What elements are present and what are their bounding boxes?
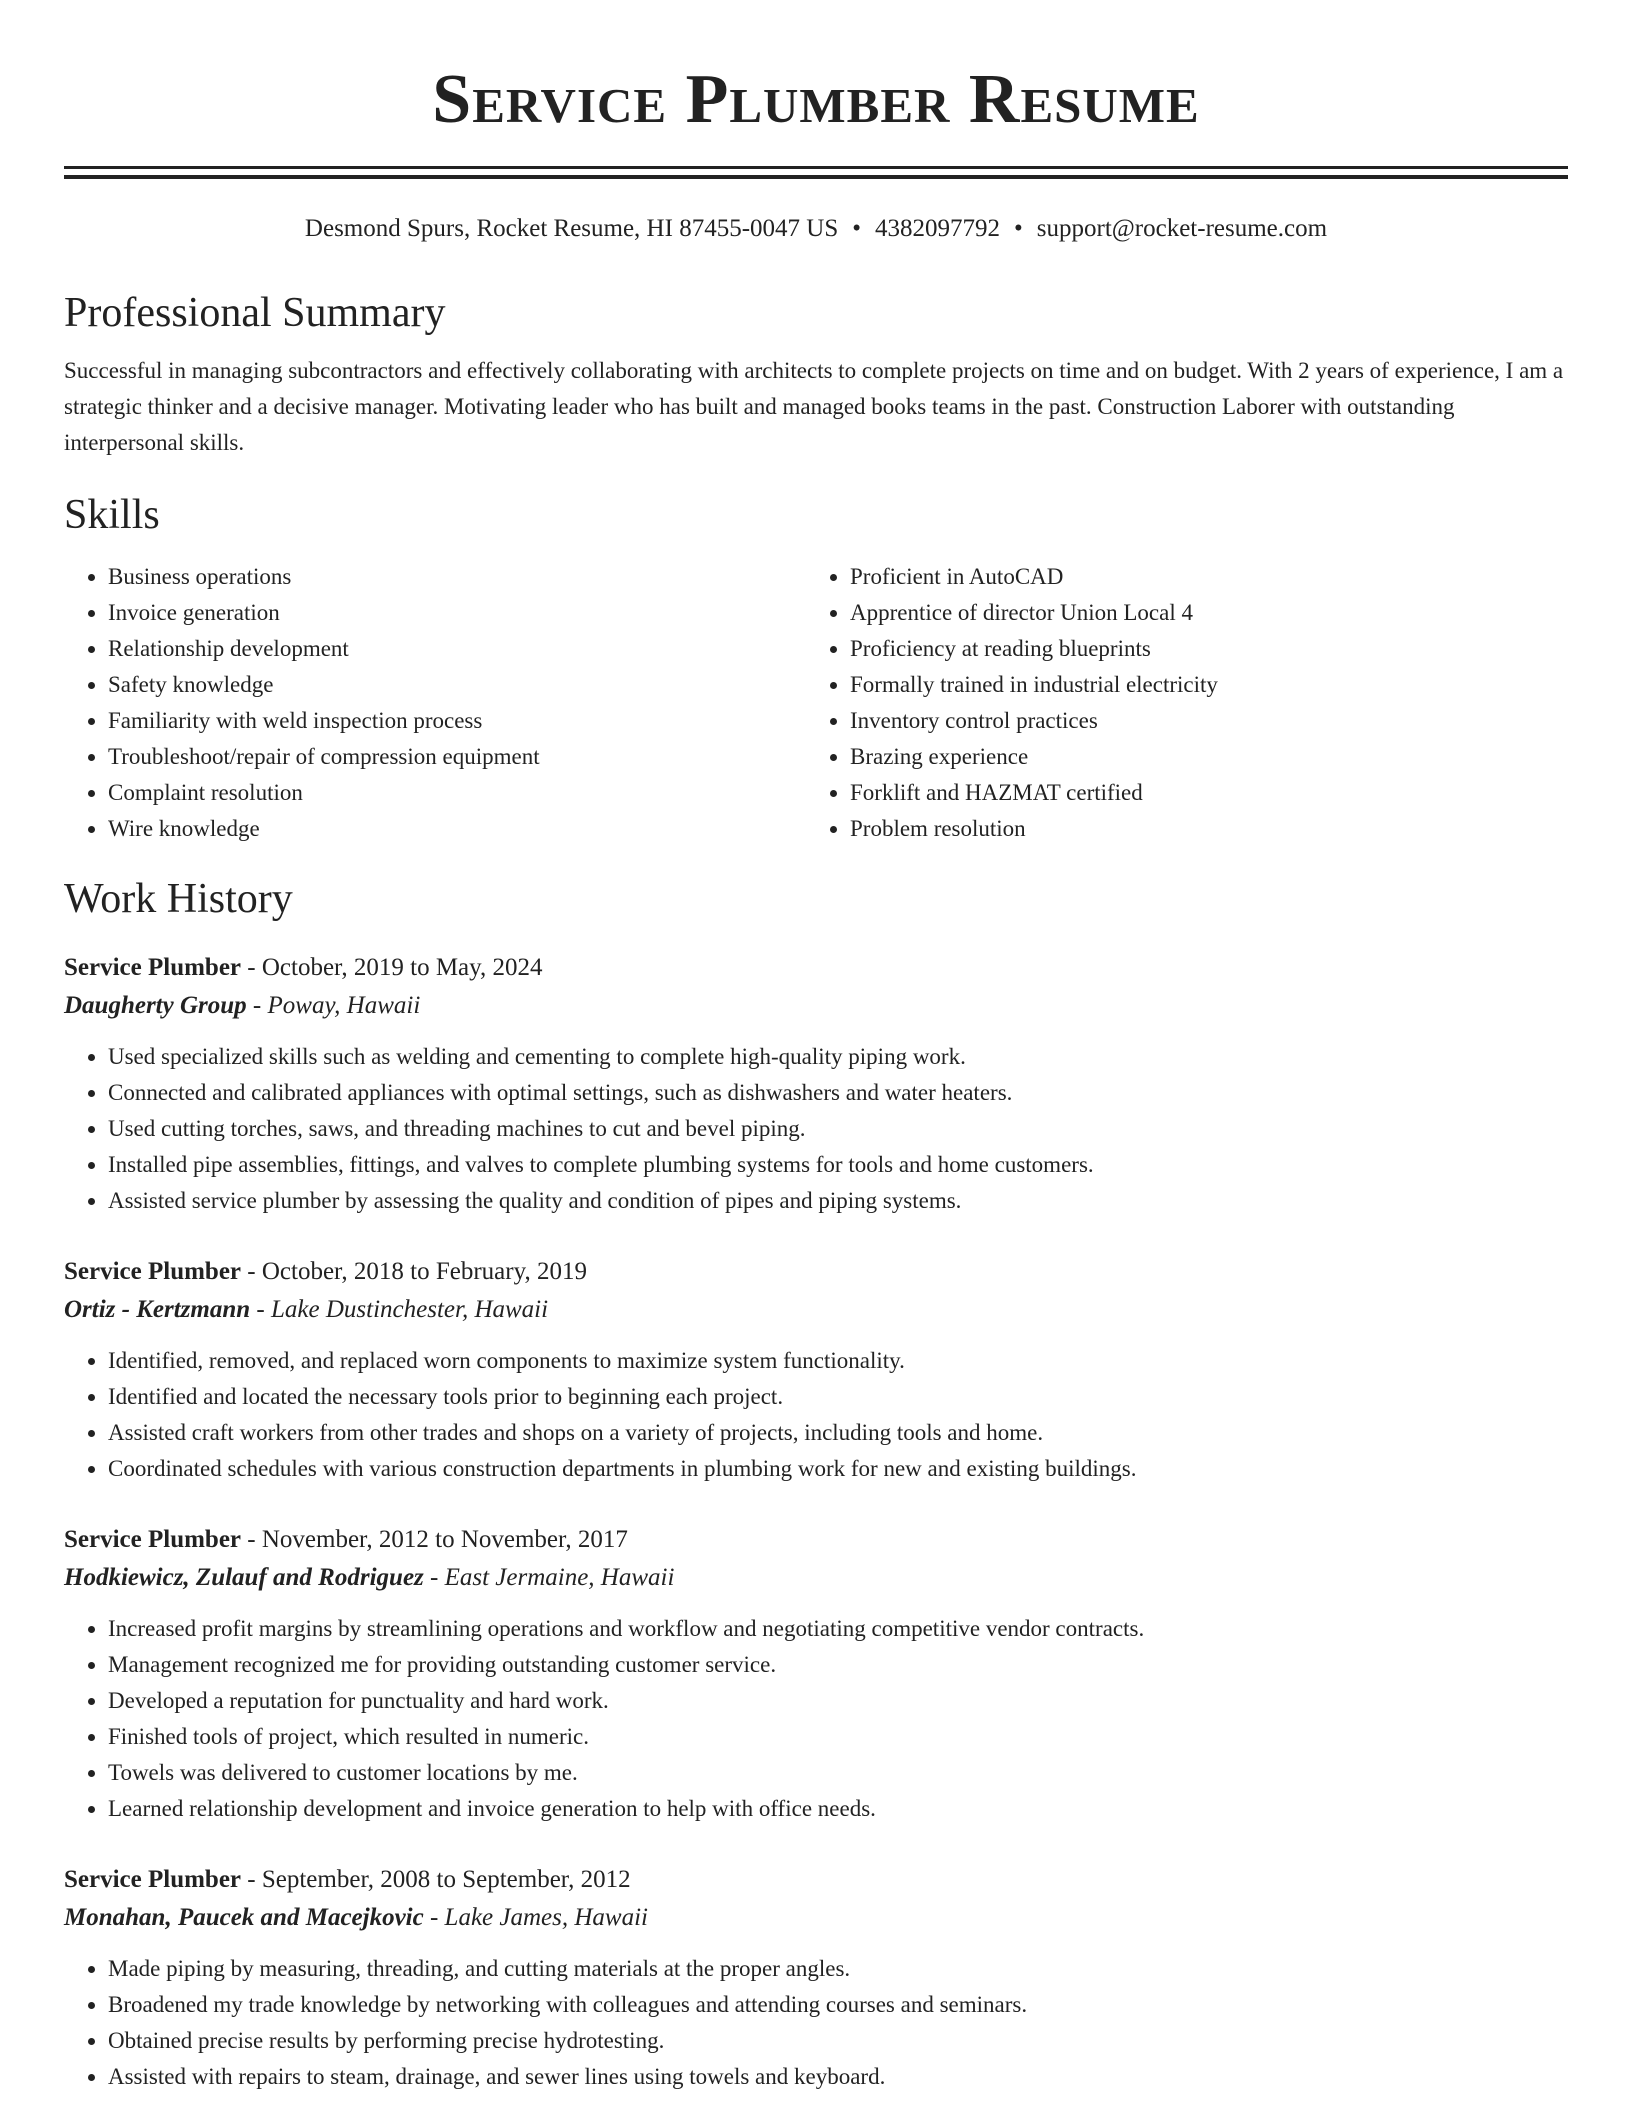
- contact-email: support@rocket-resume.com: [1036, 215, 1328, 242]
- skill-item: • Complaint resolution: [108, 775, 806, 811]
- skill-item: • Wire knowledge: [108, 811, 806, 847]
- summary-text: Successful in managing subcontractors and effectively collaborating with architects to complete projects on time and on budget. With 2 years of experience, I am a strategic thinker and a decisive manager. Motivating leader who has built and managed books teams in the past. Construction Laborer with outstanding interpersonal skills.: [64, 358, 1564, 455]
- skills-list-left: [64, 559, 806, 847]
- job-title-line: [64, 1521, 1568, 1559]
- job-title: Service Plumber: [64, 1526, 242, 1553]
- summary-heading: Professional Summary: [64, 290, 446, 336]
- job-duty: • Learned relationship development and invoice generation to help with office needs.: [108, 1791, 1568, 1827]
- job-title-line: [64, 949, 1568, 987]
- job-duties-list: [64, 1343, 1568, 1487]
- job-duty: • Installed pipe assemblies, fittings, and valves to complete plumbing systems for tools and home customers.: [108, 1147, 1568, 1183]
- skill-item: • Formally trained in industrial electricity: [850, 667, 1548, 703]
- job-duty: • Identified and located the necessary tools prior to beginning each project.: [108, 1379, 1568, 1415]
- job-duty: • Management recognized me for providing outstanding customer service.: [108, 1647, 1568, 1683]
- company-location: - East Jermaine, Hawaii: [423, 1564, 675, 1591]
- job-duty: • Developed a reputation for punctuality and hard work.: [108, 1683, 1568, 1719]
- skill-item: • Proficiency at reading blueprints: [850, 631, 1548, 667]
- job-duties-list: [64, 1951, 1568, 2095]
- company-name: Monahan, Paucek and Macejkovic: [64, 1904, 424, 1931]
- job-dates: - October, 2018 to February, 2019: [241, 1258, 587, 1285]
- job-title-line: [64, 1253, 1568, 1291]
- job-duty: • Connected and calibrated appliances with optimal settings, such as dishwashers and water heaters.: [108, 1075, 1568, 1111]
- skill-item: • Invoice generation: [108, 595, 806, 631]
- job-dates: - November, 2012 to November, 2017: [241, 1526, 628, 1553]
- title-divider-top: [64, 166, 1568, 169]
- contact-line: [64, 213, 1568, 245]
- job-duty: • Assisted with repairs to steam, drainage, and sewer lines using towels and keyboard.: [108, 2059, 1568, 2095]
- skill-item: • Apprentice of director Union Local 4: [850, 595, 1548, 631]
- job-duty: • Increased profit margins by streamlining operations and workflow and negotiating competitive vendor contracts.: [108, 1611, 1568, 1647]
- contact-phone: 4382097792: [875, 215, 1000, 242]
- contact-address: Desmond Spurs, Rocket Resume, HI 87455-0047 US: [304, 215, 839, 242]
- job-duties-list: [64, 1611, 1568, 1827]
- job-duties-list: [64, 1039, 1568, 1219]
- skill-item: • Forklift and HAZMAT certified: [850, 775, 1548, 811]
- job-duty: • Broadened my trade knowledge by networking with colleagues and attending courses and seminars.: [108, 1987, 1568, 2023]
- company-name: Ortiz - Kertzmann: [64, 1296, 251, 1323]
- page-title: Service Plumber Resume: [432, 61, 1200, 138]
- job-title: Service Plumber: [64, 954, 242, 981]
- skill-item: • Proficient in AutoCAD: [850, 559, 1548, 595]
- skill-item: • Troubleshoot/repair of compression equipment: [108, 739, 806, 775]
- job-duty: • Identified, removed, and replaced worn components to maximize system functionality.: [108, 1343, 1568, 1379]
- job-duty: • Finished tools of project, which resulted in numeric.: [108, 1719, 1568, 1755]
- skill-item: • Inventory control practices: [850, 703, 1548, 739]
- skill-item: • Business operations: [108, 559, 806, 595]
- job-duty: • Assisted craft workers from other trades and shops on a variety of projects, including tools and home.: [108, 1415, 1568, 1451]
- company-name: Hodkiewicz, Zulauf and Rodriguez: [64, 1564, 424, 1591]
- job-duty: • Used specialized skills such as welding and cementing to complete high-quality piping work.: [108, 1039, 1568, 1075]
- company-line: [64, 1559, 1568, 1597]
- job-title: Service Plumber: [64, 1258, 242, 1285]
- company-location: - Lake James, Hawaii: [423, 1904, 648, 1931]
- job-entry: [64, 1521, 1568, 1827]
- job-entry: [64, 949, 1568, 1219]
- skill-item: • Safety knowledge: [108, 667, 806, 703]
- job-duty: • Assisted service plumber by assessing the quality and condition of pipes and piping systems.: [108, 1183, 1568, 1219]
- job-duty: • Obtained precise results by performing precise hydrotesting.: [108, 2023, 1568, 2059]
- skill-item: • Relationship development: [108, 631, 806, 667]
- company-line: [64, 987, 1568, 1025]
- job-dates: - September, 2008 to September, 2012: [241, 1866, 631, 1893]
- contact-separator: •: [852, 215, 861, 242]
- job-duty: • Towels was delivered to customer locations by me.: [108, 1755, 1568, 1791]
- job-duty: • Used cutting torches, saws, and threading machines to cut and bevel piping.: [108, 1111, 1568, 1147]
- company-line: [64, 1291, 1568, 1329]
- skill-item: • Problem resolution: [850, 811, 1548, 847]
- skills-heading: Skills: [64, 492, 160, 538]
- company-line: [64, 1899, 1568, 1937]
- contact-separator: •: [1014, 215, 1023, 242]
- company-location: - Lake Dustinchester, Hawaii: [250, 1296, 549, 1323]
- title-divider-bottom: [64, 175, 1568, 179]
- job-duty: • Coordinated schedules with various construction departments in plumbing work for new and existing buildings.: [108, 1451, 1568, 1487]
- job-entry: [64, 1253, 1568, 1487]
- work-history-heading: Work History: [64, 876, 293, 922]
- skill-item: • Brazing experience: [850, 739, 1548, 775]
- skills-list-right: [806, 559, 1548, 847]
- job-title: Service Plumber: [64, 1866, 242, 1893]
- job-dates: - October, 2019 to May, 2024: [241, 954, 543, 981]
- skills-columns: [64, 559, 1568, 847]
- skill-item: • Familiarity with weld inspection process: [108, 703, 806, 739]
- company-location: - Poway, Hawaii: [246, 992, 421, 1019]
- job-title-line: [64, 1861, 1568, 1899]
- job-duty: • Made piping by measuring, threading, and cutting materials at the proper angles.: [108, 1951, 1568, 1987]
- company-name: Daugherty Group: [64, 992, 247, 1019]
- job-entry: [64, 1861, 1568, 2095]
